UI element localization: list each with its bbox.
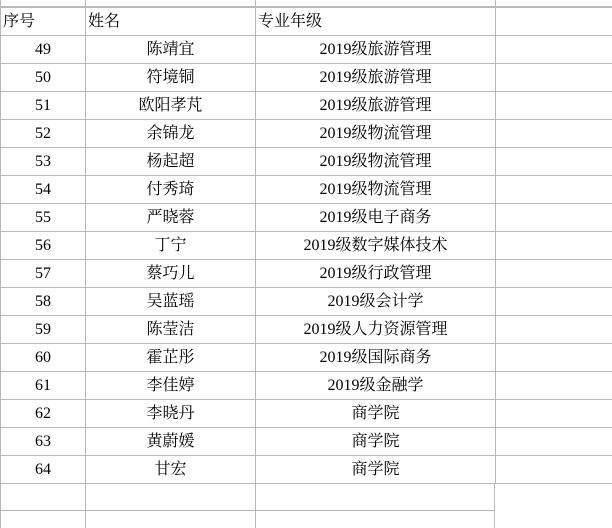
cell-name: 欧阳孝芃 [86,92,256,120]
table-row[interactable] [1,232,612,260]
cell-name: 陈靖宜 [86,36,256,64]
cell-empty [496,372,612,400]
cell-empty [496,316,612,344]
cell-major: 2019级物流管理 [256,120,496,148]
empty-rows-area [0,484,612,528]
cell-major: 2019级物流管理 [256,148,496,176]
cell-major: 2019级电子商务 [256,204,496,232]
gridline-vertical [85,484,86,528]
cell-name: 蔡巧儿 [86,260,256,288]
table-top-edge [0,0,612,7]
cell-name: 严晓蓉 [86,204,256,232]
data-table [0,7,612,484]
cell-empty [496,232,612,260]
cell-name: 杨起超 [86,148,256,176]
cell-index: 54 [1,176,86,204]
table-body [1,8,612,484]
table-row[interactable] [1,204,612,232]
cell-name: 甘宏 [86,456,256,484]
cell-index: 59 [1,316,86,344]
cell-name: 李佳婷 [86,372,256,400]
table-header-row [1,8,612,36]
cell-empty [496,428,612,456]
cell-major: 2019级国际商务 [256,344,496,372]
table-row[interactable] [1,120,612,148]
gridline-vertical [255,484,256,528]
gridline-vertical [255,0,256,6]
cell-name: 付秀琦 [86,176,256,204]
table-row[interactable] [1,64,612,92]
column-header-name: 姓名 [86,8,256,36]
cell-empty [496,148,612,176]
table-row[interactable] [1,400,612,428]
cell-name: 陈莹洁 [86,316,256,344]
cell-index: 51 [1,92,86,120]
gridline-horizontal [0,510,495,511]
cell-major: 商学院 [256,400,496,428]
cell-index: 63 [1,428,86,456]
table-row[interactable] [1,176,612,204]
table-row[interactable] [1,260,612,288]
cell-name: 吴蓝瑶 [86,288,256,316]
cell-major: 2019级人力资源管理 [256,316,496,344]
cell-name: 黄蔚媛 [86,428,256,456]
gridline-vertical [0,484,1,528]
cell-index: 49 [1,36,86,64]
cell-name: 符境铜 [86,64,256,92]
cell-empty [496,344,612,372]
cell-empty [496,288,612,316]
cell-empty [496,176,612,204]
table-row[interactable] [1,92,612,120]
cell-name: 丁宁 [86,232,256,260]
cell-empty [496,456,612,484]
cell-major: 2019级金融学 [256,372,496,400]
cell-index: 58 [1,288,86,316]
gridline-vertical [495,0,496,6]
cell-index: 52 [1,120,86,148]
table-row[interactable] [1,372,612,400]
cell-index: 60 [1,344,86,372]
cell-major: 2019级旅游管理 [256,36,496,64]
table-row[interactable] [1,456,612,484]
cell-major: 2019级旅游管理 [256,64,496,92]
cell-name: 霍芷彤 [86,344,256,372]
cell-empty [496,204,612,232]
cell-empty [496,260,612,288]
cell-major: 2019级会计学 [256,288,496,316]
gridline-vertical [0,0,1,6]
table-row[interactable] [1,344,612,372]
cell-empty [496,92,612,120]
cell-empty [496,400,612,428]
column-header-empty [496,8,612,36]
cell-empty [496,36,612,64]
cell-index: 50 [1,64,86,92]
cell-index: 64 [1,456,86,484]
column-header-major: 专业年级 [256,8,496,36]
cell-major: 商学院 [256,428,496,456]
cell-major: 2019级物流管理 [256,176,496,204]
cell-empty [496,120,612,148]
cell-index: 53 [1,148,86,176]
cell-index: 57 [1,260,86,288]
gridline-vertical [85,0,86,6]
table-row[interactable] [1,36,612,64]
table-row[interactable] [1,288,612,316]
cell-major: 2019级行政管理 [256,260,496,288]
cell-index: 62 [1,400,86,428]
column-header-index: 序号 [1,8,86,36]
cell-major: 2019级数字媒体技术 [256,232,496,260]
gridline-vertical [494,484,495,528]
table-row[interactable] [1,148,612,176]
cell-name: 余锦龙 [86,120,256,148]
cell-index: 55 [1,204,86,232]
cell-index: 56 [1,232,86,260]
cell-empty [496,64,612,92]
cell-name: 李晓丹 [86,400,256,428]
table-row[interactable] [1,428,612,456]
table-row[interactable] [1,316,612,344]
cell-index: 61 [1,372,86,400]
cell-major: 2019级旅游管理 [256,92,496,120]
cell-major: 商学院 [256,456,496,484]
